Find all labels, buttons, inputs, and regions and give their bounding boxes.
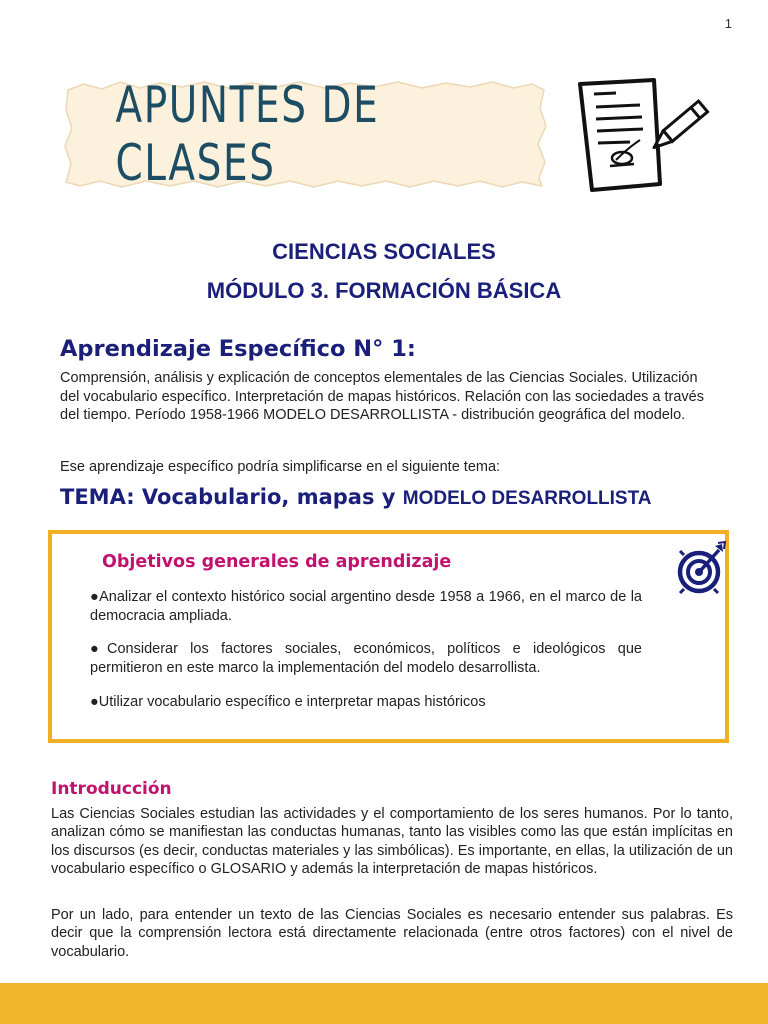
notes-pencil-icon [570,70,720,196]
objetivo-item: ●Considerar los factores sociales, económicos, políticos e ideológicos que permitieron en este marco la implementación del modelo desarrollista. [90,641,642,676]
course-title: CIENCIAS SOCIALES [272,239,496,264]
objetivo-item: ●Utilizar vocabulario específico e interpretar mapas históricos [90,694,486,710]
page-number: 1 [724,16,732,31]
simplifica-text: Ese aprendizaje específico podría simplificarse en el siguiente tema: [60,459,501,475]
course-headings [0,232,768,310]
tema-heading [60,485,652,510]
banner-title: APUNTES DE CLASES [115,76,380,192]
target-arrow-icon [675,540,727,600]
aprendizaje-title: Aprendizaje Específico N° 1: [60,336,416,362]
footer-bar [0,983,768,1024]
aprendizaje-text: Comprensión, análisis y explicación de conceptos elementales de las Ciencias Sociales. Utilización del vocabulario específico. Interpretación de mapas históricos. Relación con las sociedades a través del tiempo. Período 1958-1966 MODELO DESARROLLISTA - distribución geográfica del modelo. [60,370,704,423]
tema-prefix: TEMA: Vocabulario, mapas y [60,485,396,509]
module-title: MÓDULO 3. FORMACIÓN BÁSICA [206,278,562,303]
objetivos-title: Objetivos generales de aprendizaje [102,552,452,572]
introduccion-title: Introducción [51,779,172,799]
objetivos-box [48,530,729,743]
introduccion-paragraph: Las Ciencias Sociales estudian las actividades y el comportamiento de los seres humanos. Por lo tanto, analizan cómo se manifiestan las conductas humanas, tanto las visibles como las que están implícitas en los discursos (es decir, conductas materiales y las simbólicas). Es importante, en ellas, la utilización de un vocabulario específico o GLOSARIO y además la interpretación de mapas históricos. [51,806,733,877]
introduccion-paragraph: Por un lado, para entender un texto de las Ciencias Sociales es necesario entender sus palabras. Es decir que la comprensión lectora está directamente relacionada (entre otros factores) con el nivel de vocabulario. [51,907,733,960]
tema-upper: MODELO DESARROLLISTA [402,488,652,509]
title-banner [62,78,548,190]
objetivo-item: ●Analizar el contexto histórico social argentino desde 1958 a 1966, en el marco de la democracia ampliada. [90,589,642,624]
